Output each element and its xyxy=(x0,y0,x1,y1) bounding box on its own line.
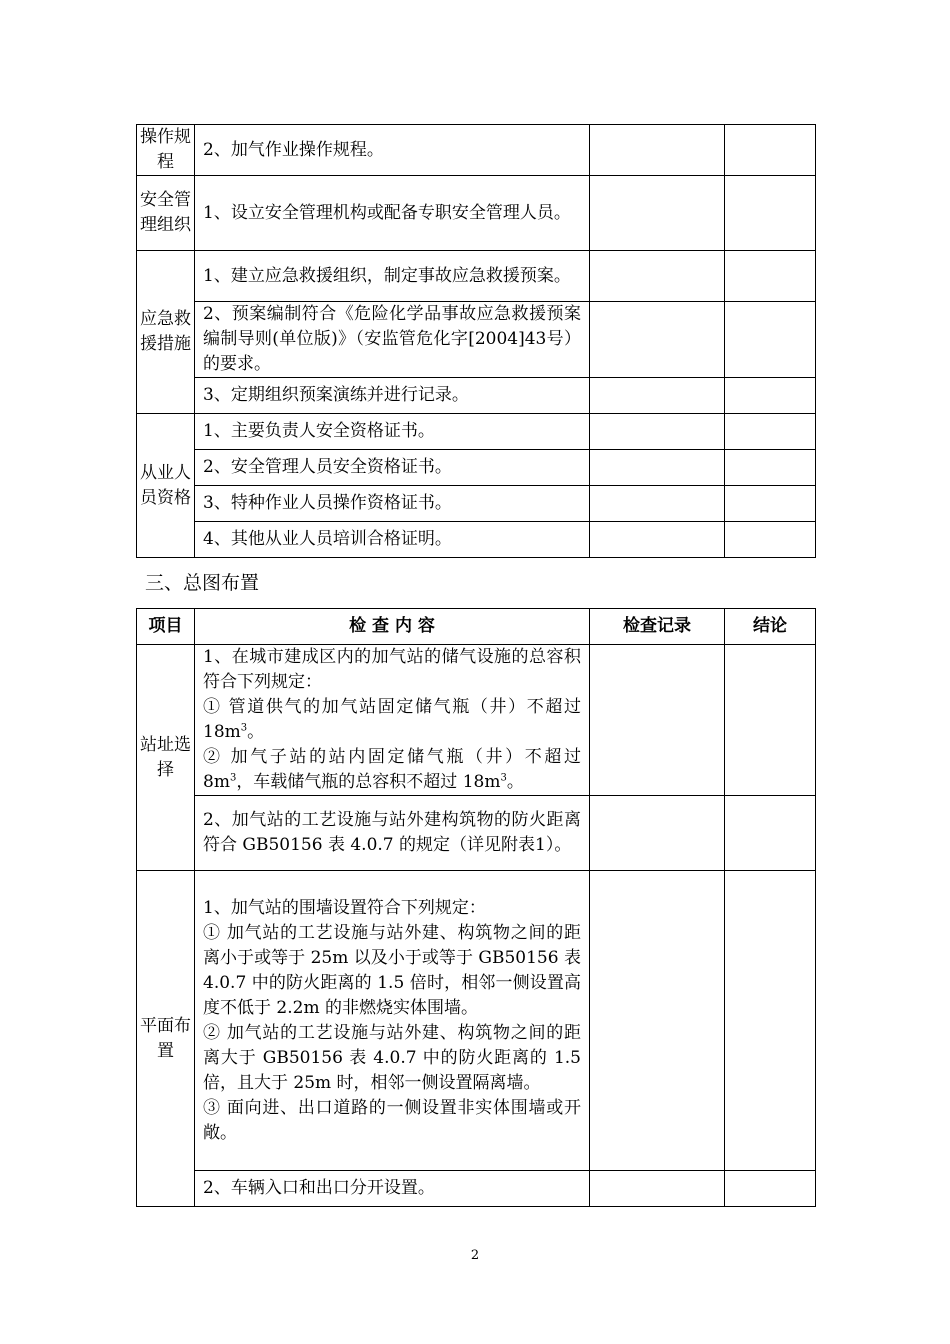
record-cell[interactable] xyxy=(590,871,725,1171)
table-row xyxy=(137,796,816,871)
table-row xyxy=(137,645,816,796)
conclusion-cell[interactable] xyxy=(725,645,816,796)
header-conclusion: 结论 xyxy=(725,609,816,645)
category-cell: 安全管理组织 xyxy=(137,176,195,251)
item-point: ① 加气站的工艺设施与站外建、构筑物之间的距离小于或等于 25m 以及小于或等于 GB50156 表 4.0.7 中的防火距离的 1.5 倍时，相邻一侧设置高度不低于 2.2m 的非燃烧实体围墙。 xyxy=(203,922,581,1018)
table-row xyxy=(137,1171,816,1207)
conclusion-cell[interactable] xyxy=(725,796,816,871)
record-cell[interactable] xyxy=(590,176,725,251)
header-item: 项目 xyxy=(137,609,195,645)
item-cell xyxy=(195,645,590,796)
category-cell: 平面布置 xyxy=(137,871,195,1207)
record-cell[interactable] xyxy=(590,645,725,796)
record-cell[interactable] xyxy=(590,450,725,486)
record-cell[interactable] xyxy=(590,486,725,522)
conclusion-cell[interactable] xyxy=(725,302,816,378)
record-cell[interactable] xyxy=(590,1171,725,1207)
conclusion-cell[interactable] xyxy=(725,871,816,1171)
record-cell[interactable] xyxy=(590,251,725,302)
table-row xyxy=(137,251,816,302)
item-point: ② 加气子站的站内固定储气瓶（井）不超过 $8m^3$，车载储气瓶的总容积不超过 $18m^3$。 xyxy=(203,747,581,792)
conclusion-cell[interactable] xyxy=(725,1171,816,1207)
record-cell[interactable] xyxy=(590,522,725,558)
item-cell: 3、特种作业人员操作资格证书。 xyxy=(195,486,590,522)
item-cell: 2、加气作业操作规程。 xyxy=(195,125,590,176)
item-point: ① 管道供气的加气站固定储气瓶（井）不超过 $18m^3$。 xyxy=(203,697,581,742)
table-row xyxy=(137,302,816,378)
category-cell: 从业人员资格 xyxy=(137,414,195,558)
item-cell: 2、预案编制符合《危险化学品事故应急救援预案编制导则(单位版)》（安监管危化字[2004]43号）的要求。 xyxy=(195,302,590,378)
page-number: 2 xyxy=(470,1248,480,1263)
record-cell[interactable] xyxy=(590,414,725,450)
table-row xyxy=(137,486,816,522)
item-point: ③ 面向进、出口道路的一侧设置非实体围墙或开敞。 xyxy=(203,1097,581,1143)
category-cell: 站址选择 xyxy=(137,645,195,871)
table-row xyxy=(137,414,816,450)
conclusion-cell[interactable] xyxy=(725,378,816,414)
item-cell: 1、设立安全管理机构或配备专职安全管理人员。 xyxy=(195,176,590,251)
table-header-row xyxy=(137,609,816,645)
item-cell: 2、车辆入口和出口分开设置。 xyxy=(195,1171,590,1207)
header-content: 检 查 内 容 xyxy=(195,609,590,645)
table-row xyxy=(137,378,816,414)
record-cell[interactable] xyxy=(590,378,725,414)
item-intro: 1、加气站的围墙设置符合下列规定： xyxy=(203,897,486,918)
conclusion-cell[interactable] xyxy=(725,176,816,251)
table-row xyxy=(137,450,816,486)
conclusion-cell[interactable] xyxy=(725,522,816,558)
table-row xyxy=(137,522,816,558)
conclusion-cell[interactable] xyxy=(725,450,816,486)
item-intro: 1、在城市建成区内的加气站的储气设施的总容积符合下列规定： xyxy=(203,647,581,692)
table-row xyxy=(137,871,816,1171)
table-row xyxy=(137,125,816,176)
item-cell xyxy=(195,871,590,1171)
table-row xyxy=(137,176,816,251)
item-cell: 3、定期组织预案演练并进行记录。 xyxy=(195,378,590,414)
category-cell: 操作规程 xyxy=(137,125,195,176)
conclusion-cell[interactable] xyxy=(725,414,816,450)
item-point: ② 加气站的工艺设施与站外建、构筑物之间的距离大于 GB50156 表 4.0.7 中的防火距离的 1.5 倍，且大于 25m 时，相邻一侧设置隔离墙。 xyxy=(203,1022,581,1093)
conclusion-cell[interactable] xyxy=(725,486,816,522)
record-cell[interactable] xyxy=(590,796,725,871)
conclusion-cell[interactable] xyxy=(725,125,816,176)
header-record: 检查记录 xyxy=(590,609,725,645)
item-cell: 2、安全管理人员安全资格证书。 xyxy=(195,450,590,486)
section-title: 三、总图布置 xyxy=(145,572,260,594)
category-cell: 应急救援措施 xyxy=(137,251,195,414)
item-cell: 4、其他从业人员培训合格证明。 xyxy=(195,522,590,558)
record-cell[interactable] xyxy=(590,302,725,378)
conclusion-cell[interactable] xyxy=(725,251,816,302)
record-cell[interactable] xyxy=(590,125,725,176)
item-cell: 2、加气站的工艺设施与站外建构筑物的防火距离符合 GB50156 表 4.0.7 的规定（详见附表1）。 xyxy=(195,796,590,871)
item-cell: 1、主要负责人安全资格证书。 xyxy=(195,414,590,450)
inspection-table-continued xyxy=(136,124,816,558)
item-cell: 1、建立应急救援组织，制定事故应急救援预案。 xyxy=(195,251,590,302)
layout-inspection-table xyxy=(136,608,816,1207)
